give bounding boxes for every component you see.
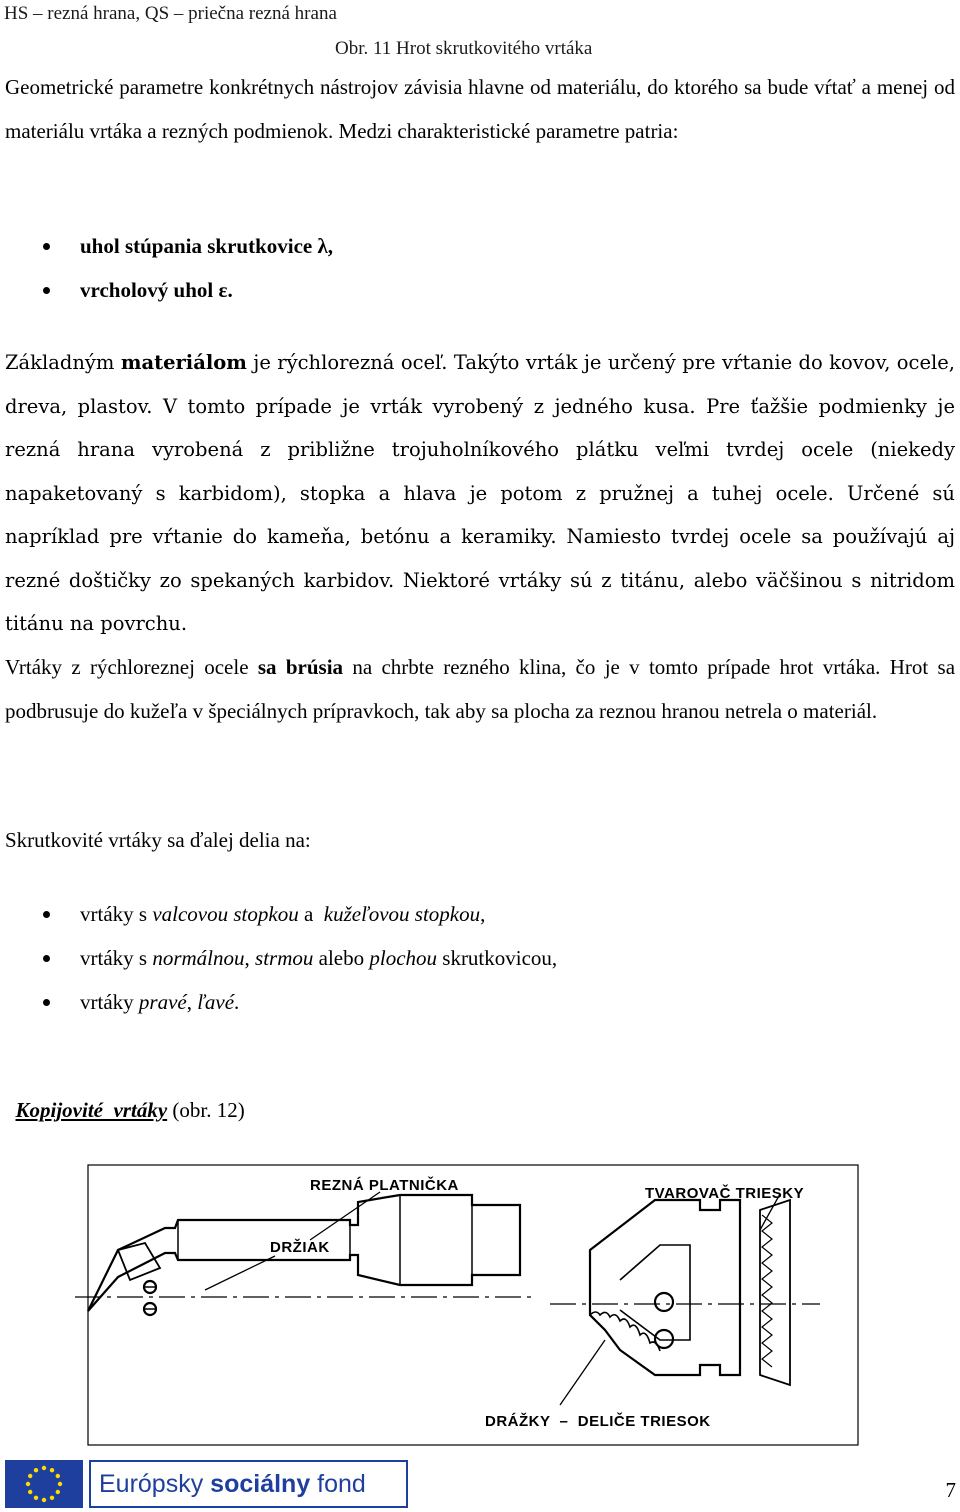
label-holder: DRŽIAK — [270, 1239, 330, 1256]
spade-drill-figure — [0, 1140, 960, 1460]
list-item: vrcholový uhol ε. — [0, 268, 960, 312]
bold-text: materiálom — [120, 351, 247, 374]
figure-reference: (obr. 12) — [167, 1098, 245, 1122]
paragraph-division: Skrutkovité vrtáky sa ďalej delia na: — [5, 828, 311, 852]
parameters-list — [0, 224, 960, 312]
paragraph-parameters: Geometrické parametre konkrétnych nástrojov závisia hlavne od materiálu, do ktorého sa bude vŕtať a menej od materiálu vrtáka a rezných podmienok. Medzi charakteristické parametre patria: — [5, 75, 955, 143]
text: Vrtáky z rýchloreznej ocele — [5, 655, 258, 679]
list-item: vrtáky pravé, ľavé. — [0, 980, 960, 1024]
page-number: 7 — [945, 1478, 956, 1502]
text: Základným — [5, 351, 121, 374]
list-item: vrtáky s valcovou stopkou a kužeľovou stopkou, — [0, 892, 960, 936]
label-insert-plate: REZNÁ PLATNIČKA — [310, 1177, 459, 1194]
list-item: vrtáky s normálnou, strmou alebo plochou skrutkovicou, — [0, 936, 960, 980]
list-item: uhol stúpania skrutkovice λ, — [0, 224, 960, 268]
label-chip-breaker-grooves: DRÁŽKY – DELIČE TRIESOK — [485, 1413, 711, 1430]
text: na chrbte rezného klina, čo je v tomto prípade hrot vrtáka. Hrot sa podbrusuje do kužeľa v špeciálnych prípravkoch, tak aby sa plocha za reznou hranou netrela o materiál. — [5, 655, 956, 723]
esf-logo — [5, 1460, 408, 1508]
paragraph-material — [5, 341, 955, 646]
esf-logo-text: Európsky sociálny fond — [89, 1460, 408, 1508]
text: je rýchlorezná oceľ. Takýto vrták je určený pre vŕtanie do kovov, ocele, dreva, plastov. V tomto prípade je vrták vyrobený z jedného kusa. Pre ťažšie podmienky je rezná hrana vyrobená z približne trojuholníkového plátku veľmi tvrdej ocele (niekedy napaketovaný s karbidom), stopka a hlava je potom z pružnej a tuhej ocele. Určené sú napríklad pre vŕtanie do kameňa, betónu a keramiky. Namiesto tvrdej ocele sa používajú aj rezné doštičky zo spekaných karbidov. Niektoré vrtáky sú z titánu, alebo väčšinou s nitridom titánu na povrchu. — [5, 351, 955, 635]
section-heading — [5, 1056, 245, 1128]
drill-types-list — [0, 892, 960, 1024]
eu-flag-icon — [5, 1460, 83, 1508]
spade-drill-head-view — [590, 1200, 790, 1385]
figure-caption-prev-line2: Obr. 11 Hrot skrutkovitého vrtáka — [335, 38, 593, 59]
paragraph-grinding — [5, 646, 955, 733]
bold-text: sa brúsia — [257, 655, 344, 679]
label-chip-former: TVAROVAČ TRIESKY — [645, 1185, 805, 1202]
section-title: Kopijovité vrtáky — [15, 1098, 168, 1122]
figure-caption-prev-line1: HS – rezná hrana, QS – priečna rezná hrana — [4, 3, 337, 24]
